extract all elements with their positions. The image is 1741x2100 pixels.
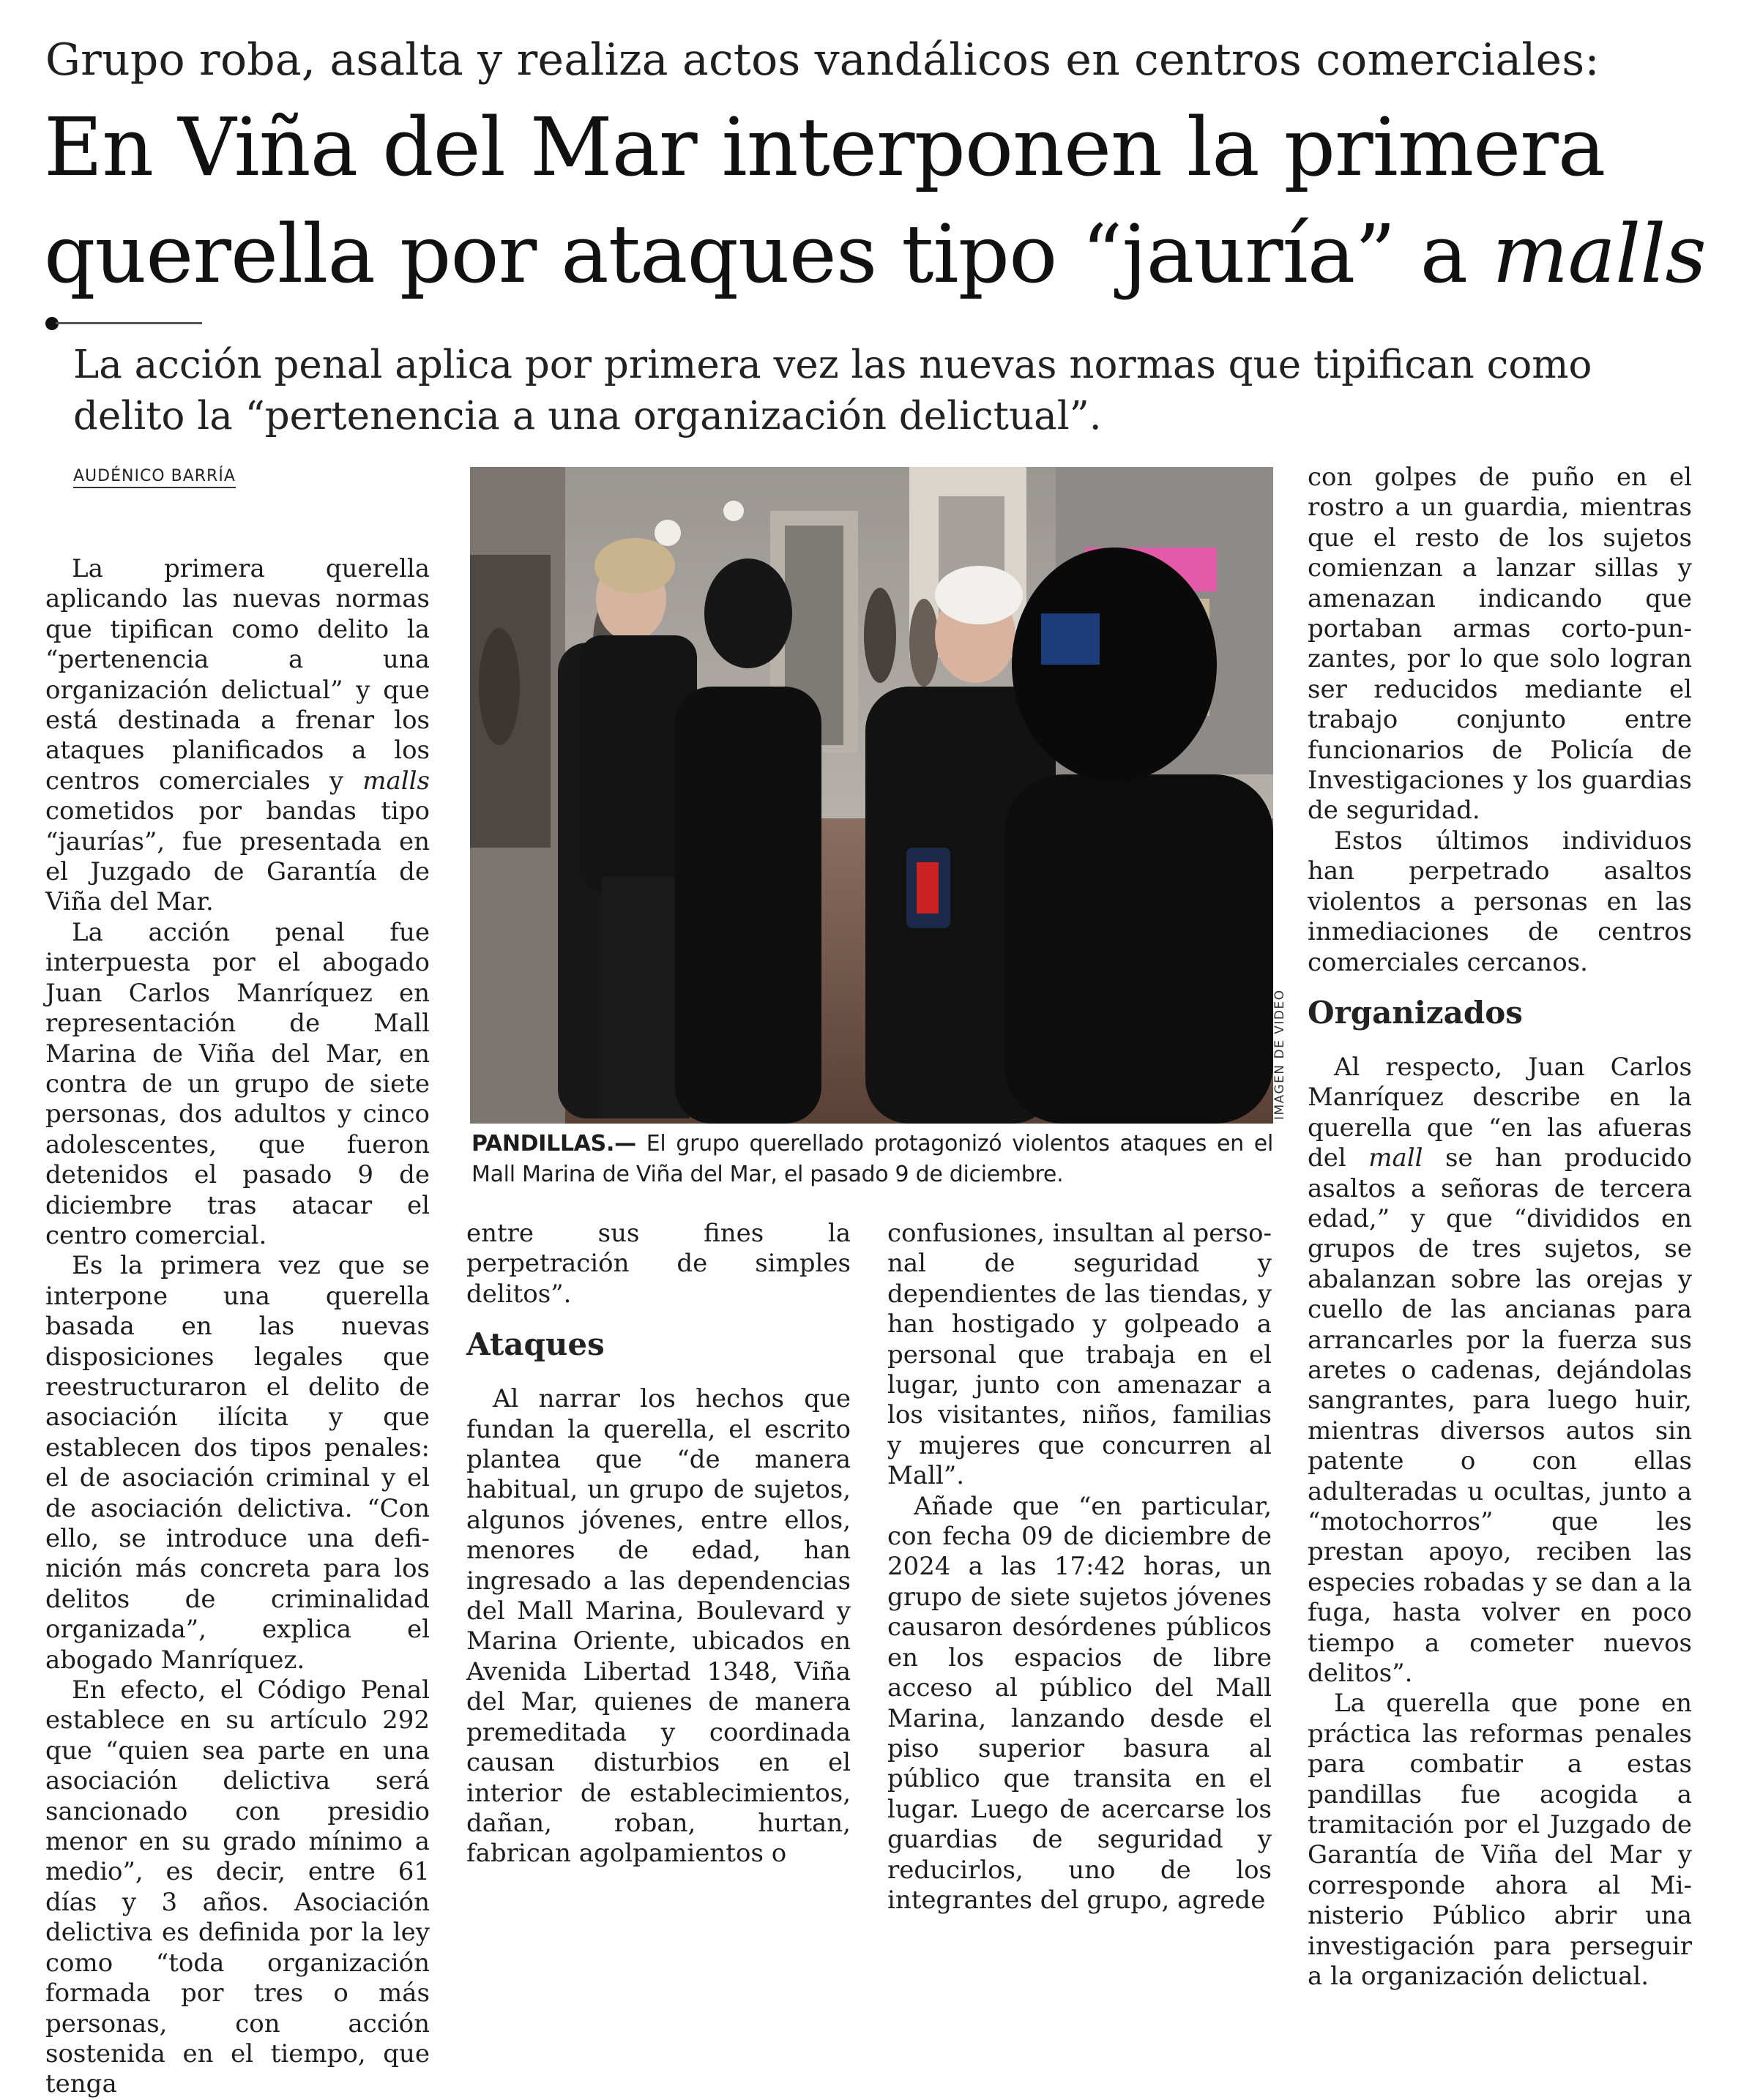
paragraph: En efecto, el Código Penal establece en su artículo 292 que “quien sea parte en una asociación delictiva será sancionado con presidio menor en su grado mínimo a medio”, es decir, entre 61 días y 3 años. Asociación delictiva es definida por la ley como “toda organización formada por tres o más personas, con acción sostenida en el tiempo, que tenga (45, 1675, 430, 2099)
text-italic: malls (362, 766, 430, 796)
paragraph: La querella que pone en práctica las reformas penales para combatir a estas pandillas fue acogida a tramitación por el Juzgado de Garantía de Viña del Mar y corresponde ahora al Ministerio Público abrir una investigación para perseguir a la organización delictual. (1308, 1689, 1692, 1992)
paragraph: Al narrar los hechos que fundan la querella, el escrito plantea que “de manera habitual, un grupo de sujetos, algunos jóvenes, entre ellos, menores de edad, han ingresado a las dependencias del Mall Marina, Boulevard y Marina Oriente, ubicados en Avenida Libertad 1348, Viña del Mar, quienes de manera premeditada y coordinada causan disturbios en el interior de establecimientos, dañan, roban, hurtan, fabrican agolpamientos o (466, 1384, 851, 1869)
photo-credit: IMAGEN DE VIDEO (1272, 989, 1287, 1120)
text: La primera querella aplicando las nuevas normas que tipifican como delito la “pertenencia a una organización delictual” y que está destinada a frenar los ataques planificados a los centros comerciales y (45, 554, 430, 796)
text: se han producido asaltos a señoras de tercera edad,” y que “divididos en grupos de tres sujetos, se abalanzan sobre las orejas y cuello de las ancianas para arrancarles por la fuerza sus aretes o cadenas, dejándolas sangrantes, para luego huir, mientras diversos autos sin patente o con ellas adulteradas u ocultas, junto a “motochorros” que les prestan apoyo, reciben las especies robadas y se dan a la fuga, hasta volver en poco tiempo a cometer nuevos delitos”. (1308, 1143, 1693, 1689)
news-photo (470, 467, 1273, 1124)
kicker-headline: Grupo roba, asalta y realiza actos vandálicos en centros comerciales: (45, 34, 1600, 86)
paragraph: entre sus fines la perpetración de simples delitos”. (466, 1219, 851, 1309)
column-4 (1308, 463, 1692, 1992)
main-headline (44, 94, 1721, 307)
paragraph (1308, 1053, 1692, 1689)
photo-caption (471, 1129, 1273, 1190)
subheadline: La acción penal aplica por primera vez las nuevas normas que tipifican como delito la “pertenencia a una organización delictual”. (73, 343, 1592, 438)
headline-italic-word: malls (1492, 207, 1706, 301)
paragraph: con golpes de puño en el rostro a un guardia, mientras que el resto de los sujetos comienzan a lanzar sillas y amenazan indicando que portaban armas corto-punzantes, por lo que solo logran ser reducidos mediante el trabajo conjunto entre funcionarios de Policía de Investigaciones y los guardias de seguridad. (1308, 463, 1692, 826)
text-italic: mall (1368, 1143, 1423, 1173)
column-3 (887, 1219, 1272, 1916)
section-heading-ataques: Ataques (466, 1326, 605, 1363)
column-2 (466, 1219, 851, 1869)
section-heading-organizados: Organizados (1308, 994, 1523, 1031)
byline: AUDÉNICO BARRÍA (73, 467, 236, 488)
photo-illustration (470, 467, 1273, 1124)
paragraph: La acción penal fue interpuesta por el abogado Juan Carlos Manríquez en representación de Mall Marina de Viña del Mar, en contra de un grupo de siete personas, dos adultos y cinco adolescentes, que fueron detenidos el pasado 9 de diciembre tras atacar el centro comercial. (45, 917, 430, 1250)
caption-text: El grupo querellado protagonizó violentos ataques en el Mall Marina de Viña del Mar, el pasado 9 de diciembre. (471, 1131, 1273, 1187)
text: cometidos por bandas tipo “jaurías”, fue presentada en el Juzgado de Garantía de Viña del Mar. (45, 796, 430, 917)
paragraph: Estos últimos individuos han perpetrado asaltos violentos a personas en las inmediaciones de centros comerciales cercanos. (1308, 826, 1692, 977)
paragraph: Añade que “en particular, con fecha 09 de diciembre de 2024 a las 17:42 horas, un grupo de siete sujetos jóvenes causaron desórdenes públicos en los espacios de libre acceso al público del Mall Marina, lanzando desde el piso superior basura al público que transita en el lugar. Luego de acercarse los guardias de seguridad y reducirlos, uno de los integrantes del grupo, agrede (887, 1491, 1272, 1915)
text: Al respecto, Juan Carlos Manríquez describe en la querella que “en las afueras del (1308, 1052, 1692, 1173)
paragraph: confusiones, insultan al personal de seguridad y dependientes de las tiendas, y han hostigado y golpeado a personal que trabaja en el lugar, junto con amenazar a los visitantes, niños, familias y mujeres que concurren al Mall”. (887, 1219, 1272, 1491)
caption-label: PANDILLAS.— (471, 1131, 636, 1157)
headline-text: En Viña del Mar interponen la primera querella por ataques tipo “jauría” a (44, 100, 1606, 301)
divider-line (56, 322, 202, 324)
paragraph: Es la primera vez que se interpone una querella basada en las nuevas disposiciones legales que reestructuraron el delito de asociación ilícita y que establecen dos tipos penales: el de asociación criminal y el de asociación delictiva. “Con ello, se introduce una definición más concreta para los delitos de criminalidad organizada”, explica el abogado Manríquez. (45, 1251, 430, 1675)
column-1 (45, 554, 430, 2100)
paragraph (45, 554, 430, 918)
